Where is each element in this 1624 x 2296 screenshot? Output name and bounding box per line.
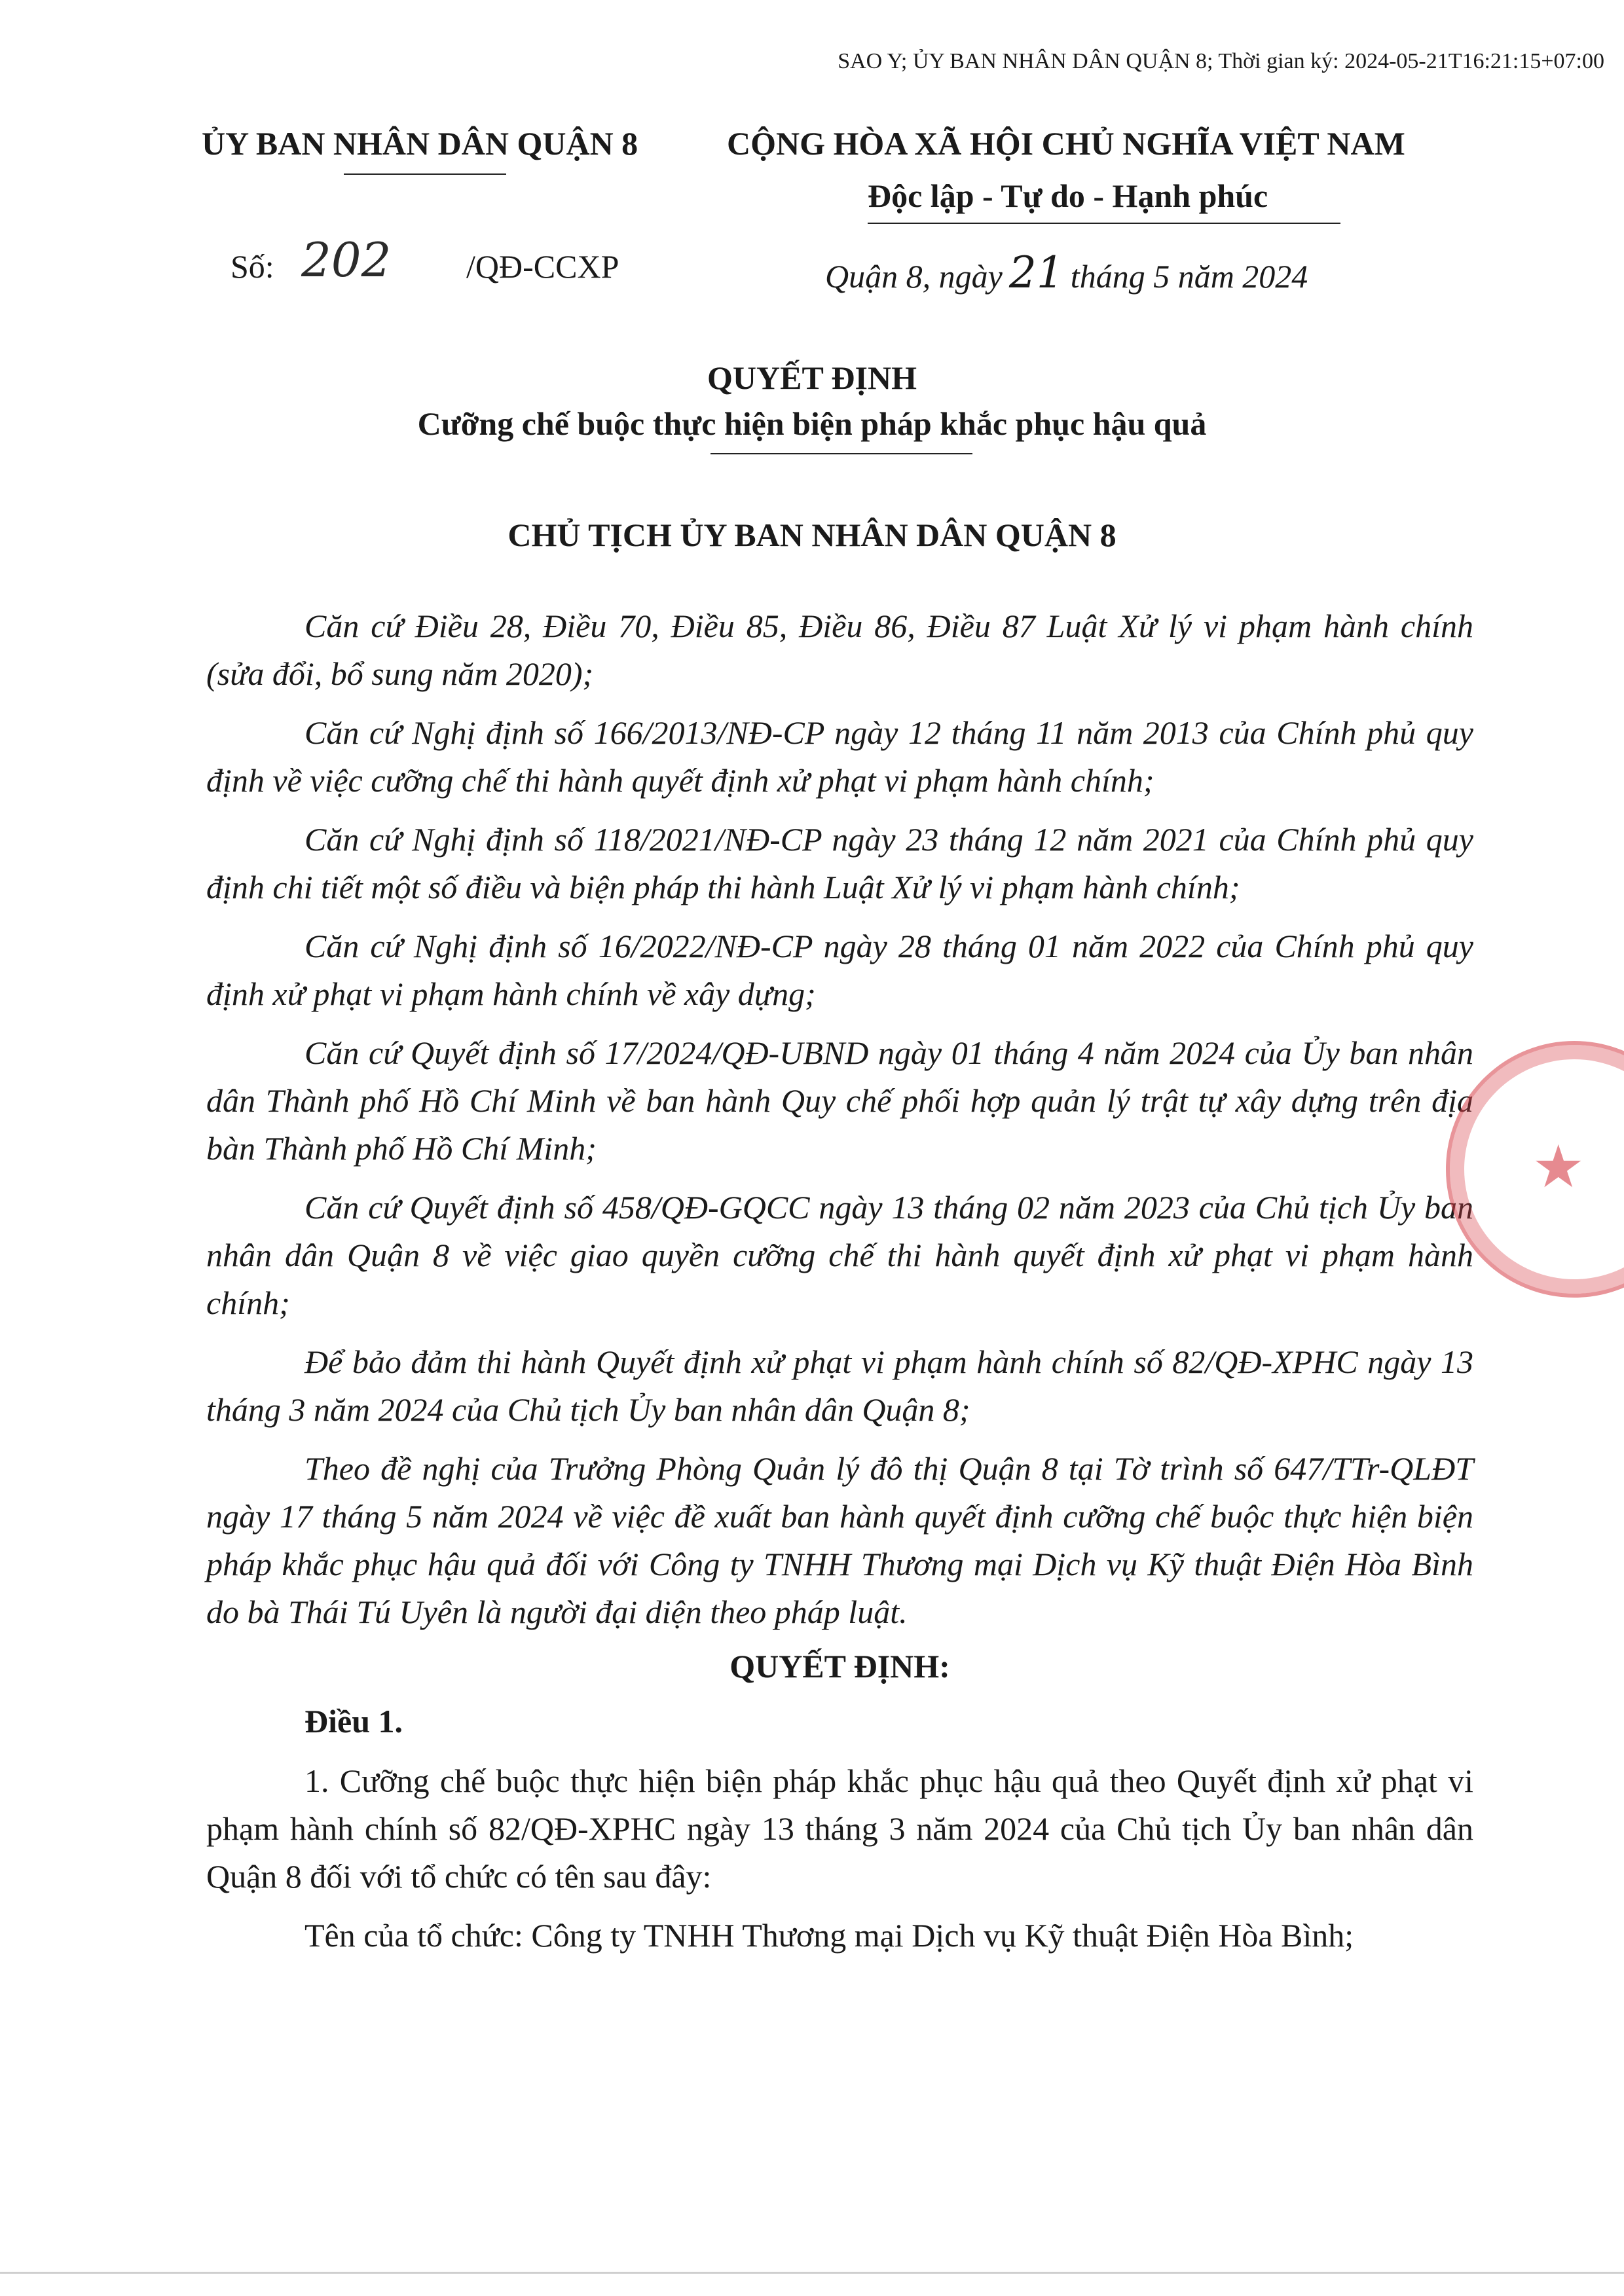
document-subtitle: Cưỡng chế buộc thực hiện biện pháp khắc phục hậu quả [417, 405, 1207, 442]
preamble-item: Căn cứ Điều 28, Điều 70, Điều 85, Điều 86, Điều 87 Luật Xử lý vi phạm hành chính (sửa đổi, bổ sung năm 2020); [206, 608, 1473, 692]
date-suffix: tháng 5 năm 2024 [1070, 258, 1308, 295]
article-1-heading: Điều 1. [304, 1703, 403, 1740]
issuer-name: ỦY BAN NHÂN DÂN QUẬN 8 [202, 125, 638, 162]
decision-heading: QUYẾT ĐỊNH: [729, 1648, 950, 1685]
document-number-label: Số: [231, 248, 274, 285]
organization-name: Tên của tổ chức: Công ty TNHH Thương mại Dịch vụ Kỹ thuật Điện Hòa Bình; [304, 1917, 1354, 1954]
date-day-handwritten: 21 [1008, 247, 1064, 298]
preamble-item: Căn cứ Nghị định số 16/2022/NĐ-CP ngày 28 tháng 01 năm 2022 của Chính phủ quy định xử phạt vi phạm hành chính về xây dựng; [206, 928, 1473, 1012]
motto-underline [868, 223, 1340, 224]
document-number-suffix: /QĐ-CCXP [466, 248, 619, 285]
document-body [206, 602, 1473, 1971]
seal-star-icon: ★ [1532, 1135, 1585, 1200]
preamble-item: Căn cứ Quyết định số 458/QĐ-GQCC ngày 13 tháng 02 năm 2023 của Chủ tịch Ủy ban nhân dân Quận 8 về việc giao quyền cưỡng chế thi hành quyết định xử phạt vi phạm hành chính; [206, 1189, 1473, 1321]
issue-date [825, 247, 1308, 298]
preamble-item: Căn cứ Nghị định số 166/2013/NĐ-CP ngày 12 tháng 11 năm 2013 của Chính phủ quy định về việc cưỡng chế thi hành quyết định xử phạt vi phạm hành chính; [206, 714, 1473, 799]
article-1-clause-1: 1. Cưỡng chế buộc thực hiện biện pháp khắc phục hậu quả theo Quyết định xử phạt vi phạm hành chính số 82/QĐ-XPHC ngày 13 tháng 3 năm 2024 của Chủ tịch Ủy ban nhân dân Quận 8 đối với tổ chức có tên sau đây: [206, 1762, 1473, 1895]
issuer-underline [344, 173, 506, 175]
preamble-item: Để bảo đảm thi hành Quyết định xử phạt vi phạm hành chính số 82/QĐ-XPHC ngày 13 tháng 3 năm 2024 của Chủ tịch Ủy ban nhân dân Quận 8; [206, 1343, 1473, 1428]
page-bottom-edge [0, 2272, 1624, 2274]
date-prefix: Quận 8, ngày [825, 258, 1003, 295]
national-motto: Độc lập - Tự do - Hạnh phúc [868, 177, 1268, 214]
preamble-item: Theo đề nghị của Trưởng Phòng Quản lý đô thị Quận 8 tại Tờ trình số 647/TTr-QLĐT ngày 17 tháng 5 năm 2024 về việc đề xuất ban hành quyết định cưỡng chế buộc thực hiện biện pháp khắc phục hậu quả đối với Công ty TNHH Thương mại Dịch vụ Kỹ thuật Điện Hòa Bình do bà Thái Tú Uyên là người đại diện theo pháp luật. [206, 1450, 1473, 1630]
national-title: CỘNG HÒA XÃ HỘI CHỦ NGHĨA VIỆT NAM [727, 125, 1405, 162]
digital-copy-stamp: SAO Y; ỦY BAN NHÂN DÂN QUẬN 8; Thời gian ký: 2024-05-21T16:21:15+07:00 [838, 49, 1604, 73]
subtitle-underline [710, 453, 972, 454]
document-number-handwritten: 202 [301, 232, 392, 287]
preamble-item: Căn cứ Quyết định số 17/2024/QĐ-UBND ngày 01 tháng 4 năm 2024 của Ủy ban nhân dân Thành phố Hồ Chí Minh về ban hành Quy chế phối hợp quản lý trật tự xây dựng trên địa bàn Thành phố Hồ Chí Minh; [206, 1034, 1473, 1167]
document-title: QUYẾT ĐỊNH [707, 359, 917, 396]
preamble-item: Căn cứ Nghị định số 118/2021/NĐ-CP ngày 23 tháng 12 năm 2021 của Chính phủ quy định chi tiết một số điều và biện pháp thi hành Luật Xử lý vi phạm hành chính; [206, 821, 1473, 905]
authority-heading: CHỦ TỊCH ỦY BAN NHÂN DÂN QUẬN 8 [507, 517, 1116, 553]
